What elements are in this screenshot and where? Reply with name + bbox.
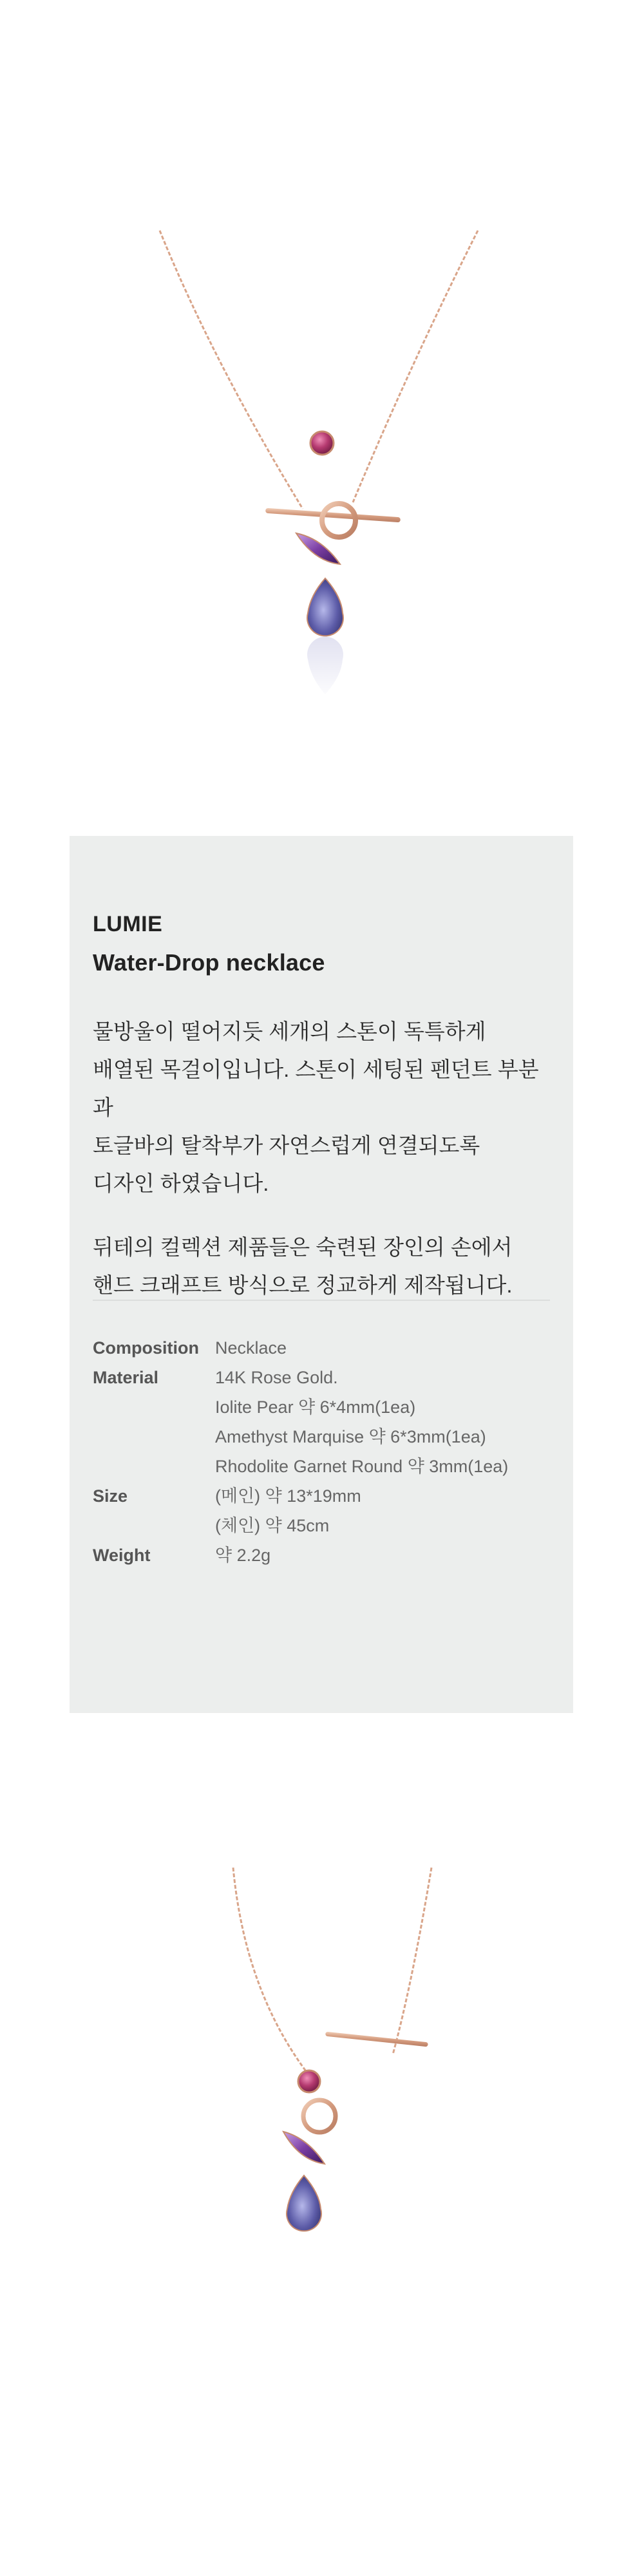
spec-label: Composition <box>93 1338 199 1358</box>
spec-value: Amethyst Marquise 약 6*3mm(1ea) <box>215 1427 486 1446</box>
spec-value: Iolite Pear 약 6*4mm(1ea) <box>215 1397 416 1417</box>
spec-label: Weight <box>93 1546 151 1565</box>
description-line: 물방울이 떨어지듯 세개의 스톤이 독특하게 <box>93 1019 486 1043</box>
brand-name: LUMIE <box>93 912 163 936</box>
section-divider <box>93 1300 550 1301</box>
spec-values <box>215 1363 556 1481</box>
spec-value: (메인) 약 13*19mm <box>215 1486 361 1506</box>
description-line: 배열된 목걸이입니다. 스톤이 세팅된 펜던트 부분과 <box>93 1057 539 1119</box>
spec-label: Size <box>93 1486 128 1506</box>
description-line: 토글바의 탈착부가 자연스럽게 연결되도록 <box>93 1133 480 1157</box>
detail-product-image <box>0 1713 644 2576</box>
spec-value: Necklace <box>215 1338 287 1358</box>
spec-value: (체인) 약 45cm <box>215 1516 330 1535</box>
spec-row-composition <box>93 1333 556 1363</box>
spec-row-weight <box>93 1540 556 1570</box>
description-line: 뒤테의 컬렉션 제품들은 숙련된 장인의 손에서 <box>93 1235 513 1259</box>
product-description <box>93 1012 556 1304</box>
spec-table <box>93 1333 556 1570</box>
product-name: Water-Drop necklace <box>93 949 325 976</box>
spec-values <box>215 1333 556 1363</box>
spec-values <box>215 1481 556 1540</box>
necklace-photo-top <box>0 0 644 837</box>
necklace-photo-opened <box>0 1713 644 2576</box>
product-info-card <box>70 836 573 1713</box>
spec-values <box>215 1540 556 1570</box>
spec-value: 14K Rose Gold. <box>215 1368 338 1387</box>
spec-value: 약 2.2g <box>215 1546 271 1565</box>
spec-label: Material <box>93 1368 159 1387</box>
spec-row-material <box>93 1363 556 1481</box>
spec-value: Rhodolite Garnet Round 약 3mm(1ea) <box>215 1457 509 1476</box>
spec-row-size <box>93 1481 556 1540</box>
description-line: 디자인 하였습니다. <box>93 1171 269 1195</box>
hero-product-image <box>0 0 644 837</box>
description-line: 핸드 크래프트 방식으로 정교하게 제작됩니다. <box>93 1273 513 1297</box>
